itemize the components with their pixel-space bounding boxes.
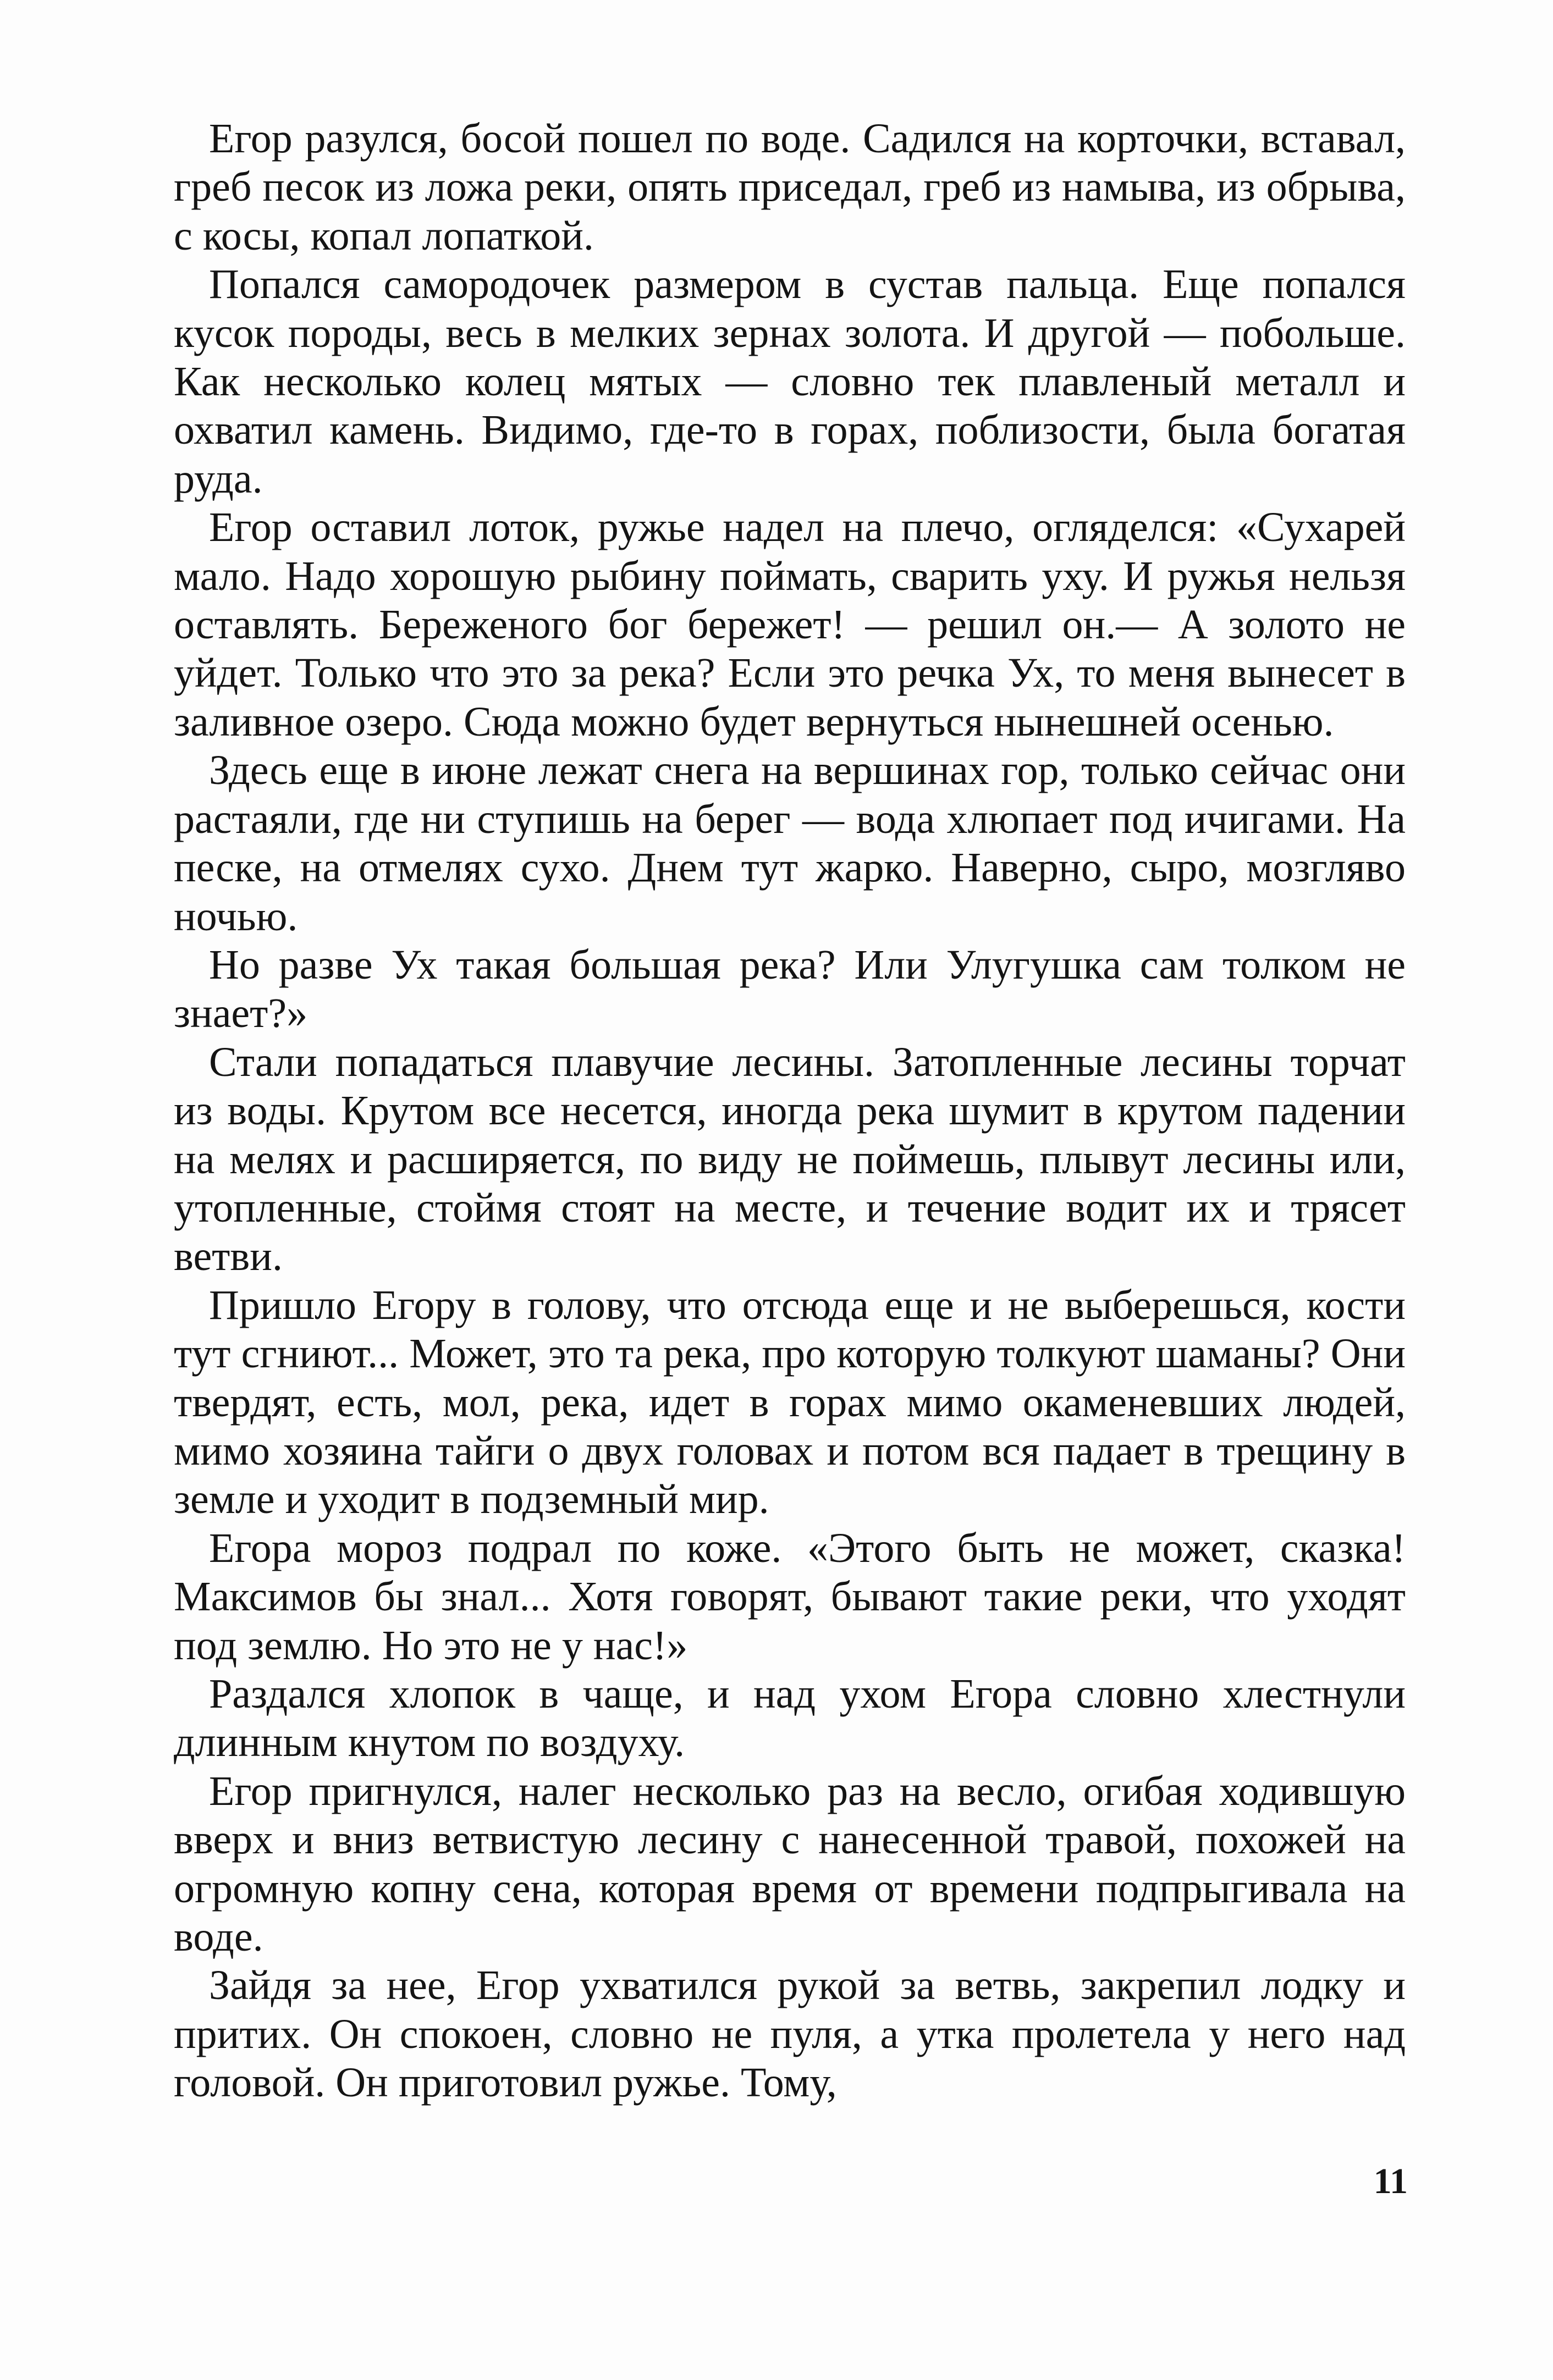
paragraph: Раздался хлопок в чаще, и над ухом Егора словно хлестнули длинным кнутом по воздуху.: [174, 1671, 1406, 1766]
paragraph: Здесь еще в июне лежат снега на вершинах гор, только сейчас они растаяли, где ни ступишь на берег — вода хлюпает под ичигами. На песке, на отмелях сухо. Днем тут жарко. Наверно, сыро, мозгляво ночью.: [174, 747, 1406, 940]
paragraph: Егор оставил лоток, ружье надел на плечо, огляделся: «Сухарей мало. Надо хорошую рыбину поймать, сварить уху. И ружья нельзя оставлять. Береженого бог бережет! — решил он.— А золото не уйдет. Только что это за река? Если это речка Ух, то меня вынесет в заливное озеро. Сюда можно будет вернуться нынешней осенью.: [174, 504, 1406, 745]
page-number: 11: [1373, 2161, 1408, 2201]
paragraph: Егор разулся, босой пошел по воде. Садился на корточки, вставал, греб песок из ложа реки, опять приседал, греб из намыва, из обрыва, с косы, копал лопаткой.: [174, 115, 1406, 259]
paragraph: Зайдя за нее, Егор ухватился рукой за ветвь, закрепил лодку и притих. Он спокоен, словно не пуля, а утка пролетела у него над головой. Он приготовил ружье. Тому,: [174, 1962, 1406, 2106]
paragraph: Но разве Ух такая большая река? Или Улугушка сам толком не знает?»: [174, 941, 1406, 1037]
paragraph: Попался самородочек размером в сустав пальца. Еще попался кусок породы, весь в мелких зернах золота. И другой — побольше. Как несколько колец мятых — словно тек плавленый металл и охватил камень. Видимо, где-то в горах, поблизости, была богатая руда.: [174, 261, 1406, 502]
paragraph: Стали попадаться плавучие лесины. Затопленные лесины торчат из воды. Крутом все несется, иногда река шумит в крутом падении на мелях и расширяется, по виду не поймешь, плывут лесины или, утопленные, стоймя стоят на месте, и течение водит их и трясет ветви.: [174, 1039, 1406, 1280]
paragraph: Егор пригнулся, налег несколько раз на весло, огибая ходившую вверх и вниз ветвистую лесину с нанесенной травой, похожей на огромную копну сена, которая время от времени подпрыгивала на воде.: [174, 1768, 1406, 1961]
body-text: [174, 114, 1406, 2107]
paragraph: Пришло Егору в голову, что отсюда еще и не выберешься, кости тут сгниют... Может, это та река, про которую толкуют шаманы? Они твердят, есть, мол, река, идет в горах мимо окаменевших людей, мимо хозяина тайги о двух головах и потом вся падает в трещину в земле и уходит в подземный мир.: [174, 1282, 1406, 1523]
paragraph: Егора мороз подрал по коже. «Этого быть не может, сказка! Максимов бы знал... Хотя говорят, бывают такие реки, что уходят под землю. Но это не у нас!»: [174, 1525, 1406, 1669]
